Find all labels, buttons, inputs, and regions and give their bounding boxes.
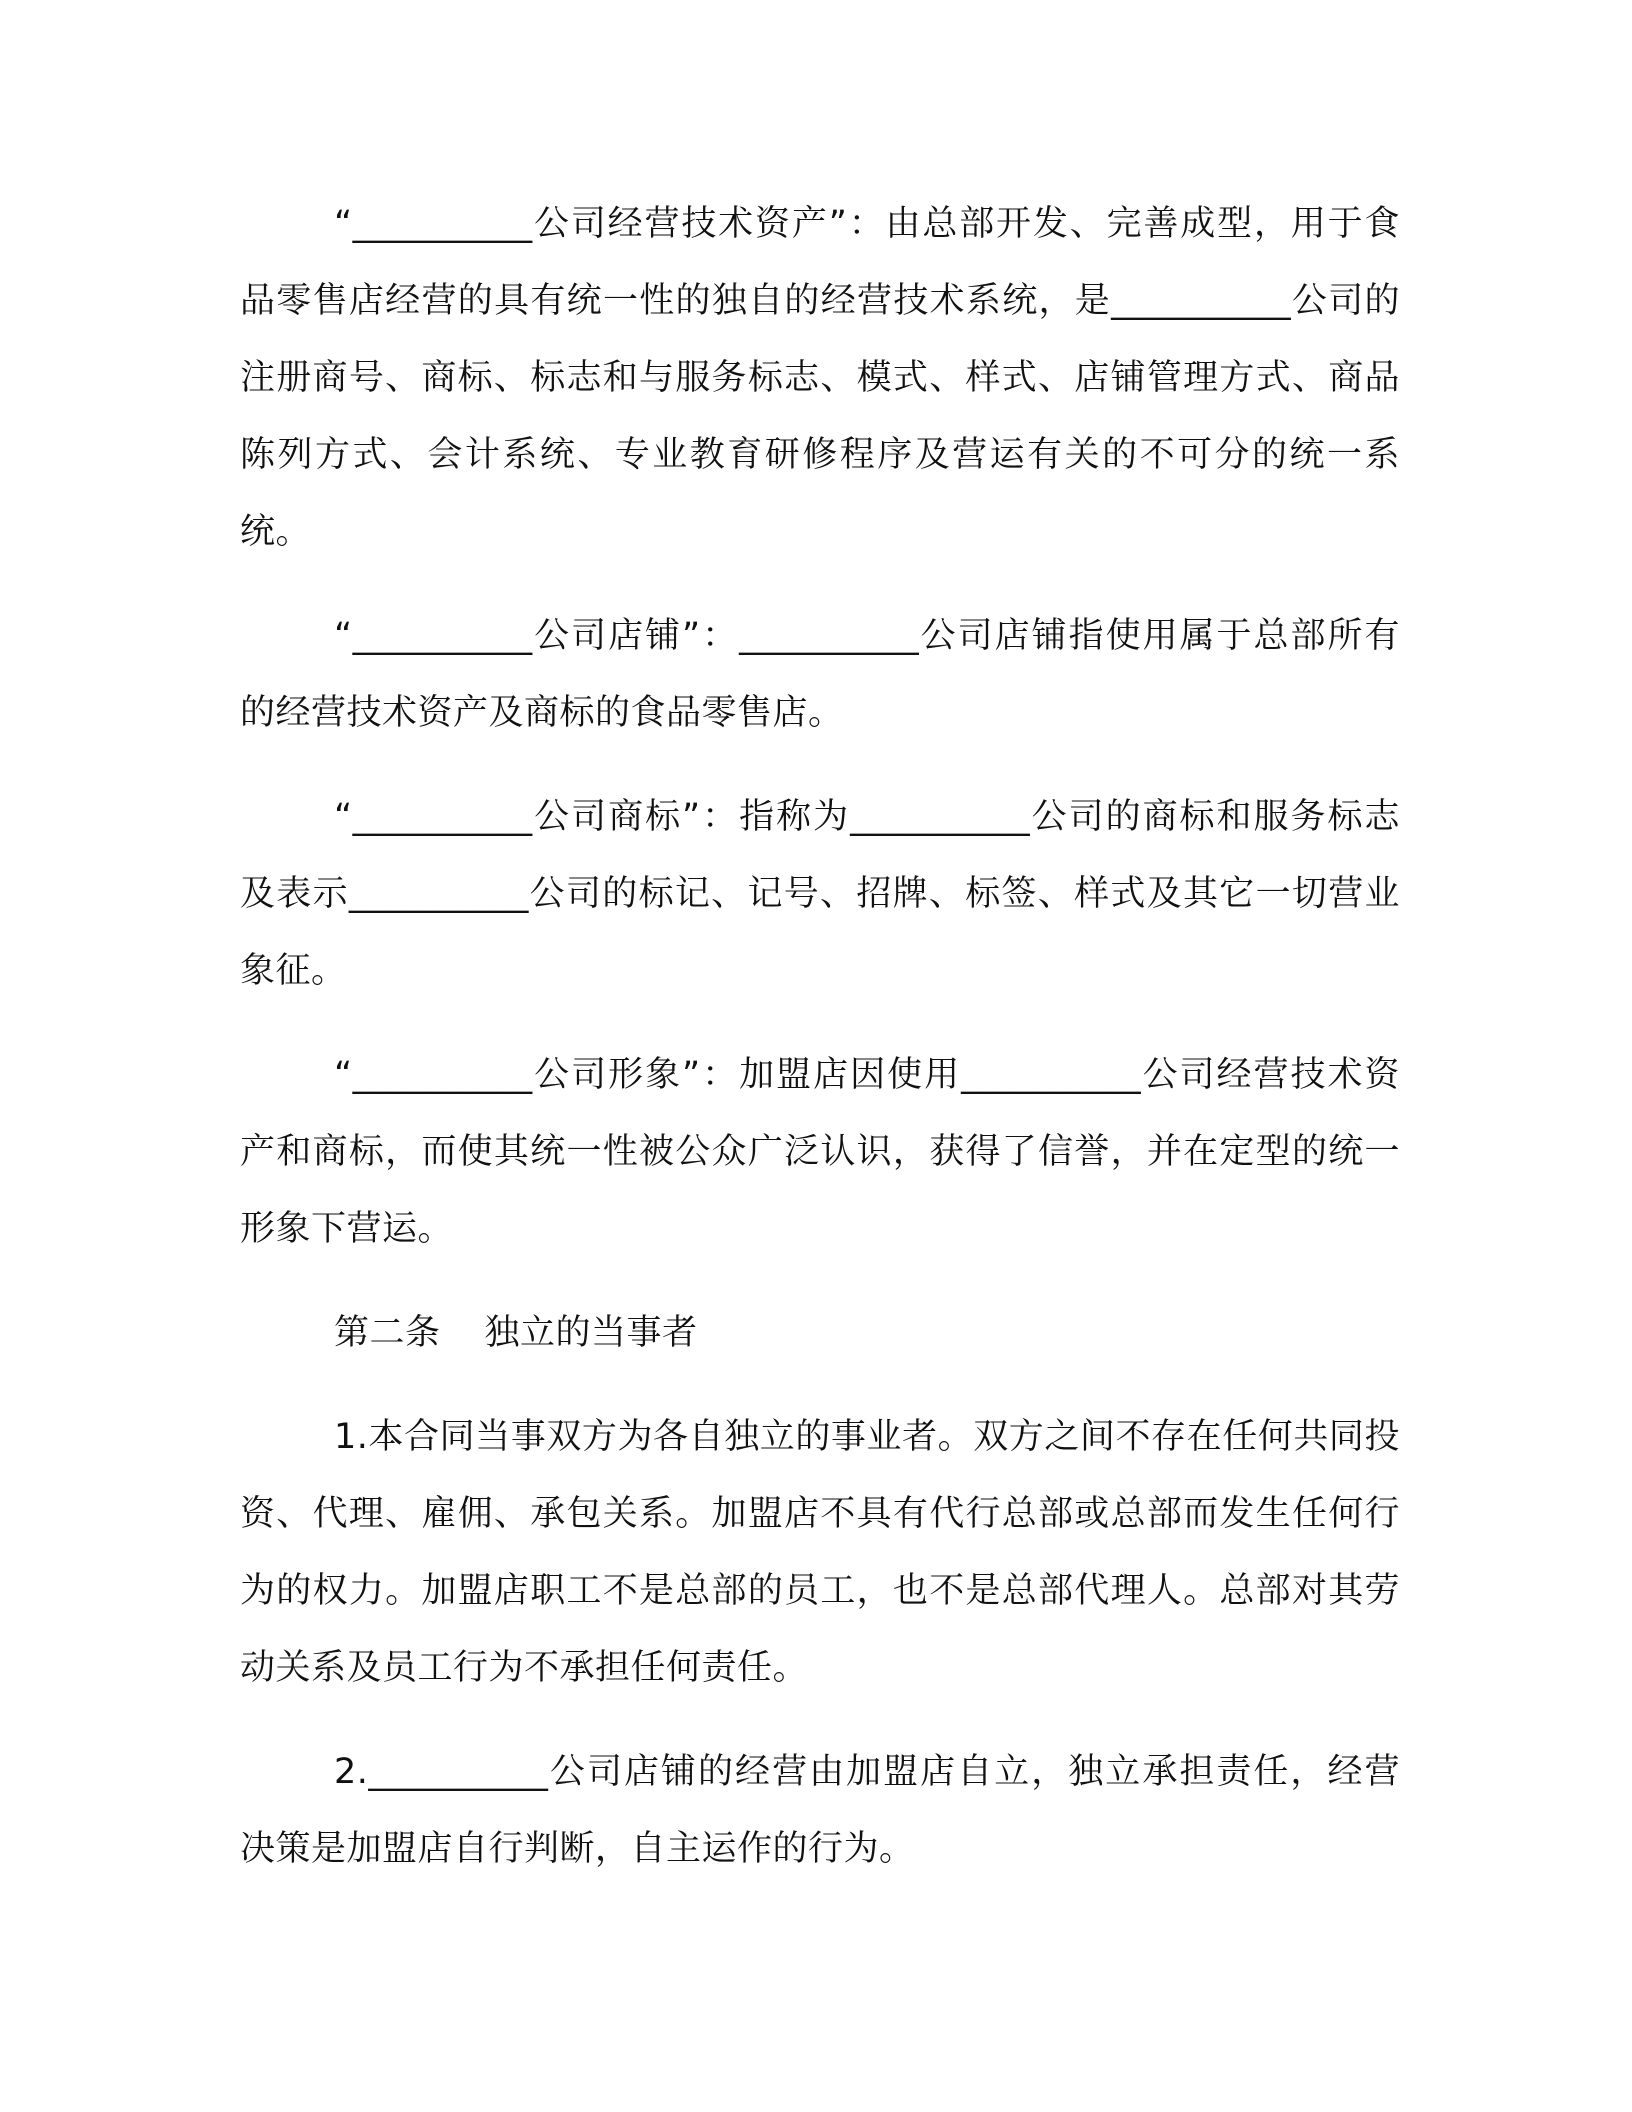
document-page [240,186,1400,1915]
article-title: 独立的当事者 [484,1313,698,1353]
clause-paragraph-2: 2.__________公司店铺的经营由加盟店自立，独立承担责任，经营决策是加盟店自行判断，自主运作的行为。 [240,1752,1400,1869]
article-heading [240,1295,1400,1372]
definition-paragraph-technical-assets: “__________公司经营技术资产”：由总部开发、完善成型，用于食品零售店经营的具有统一性的独自的经营技术系统，是__________公司的注册商号、商标、标志和与服务标志、模式、样式、店铺管理方式、商品陈列方式、会计系统、专业教育研修程序及营运有关的不可分的统一系统。 [240,204,1400,552]
clause-paragraph-1: 1.本合同当事双方为各自独立的事业者。双方之间不存在任何共同投资、代理、雇佣、承包关系。加盟店不具有代行总部或总部而发生任何行为的权力。加盟店职工不是总部的员工，也不是总部代理人。总部对其劳动关系及员工行为不承担任何责任。 [240,1417,1400,1688]
article-number: 第二条 [334,1313,441,1353]
definition-paragraph-company-image: “__________公司形象”：加盟店因使用__________公司经营技术资产和商标，而使其统一性被公众广泛认识，获得了信誉，并在定型的统一形象下营运。 [240,1055,1400,1249]
definition-paragraph-company-store: “__________公司店铺”：__________公司店铺指使用属于总部所有的经营技术资产及商标的食品零售店。 [240,616,1400,733]
definition-paragraph-company-trademark: “__________公司商标”：指称为__________公司的商标和服务标志及表示__________公司的标记、记号、招牌、标签、样式及其它一切营业象征。 [240,797,1400,991]
